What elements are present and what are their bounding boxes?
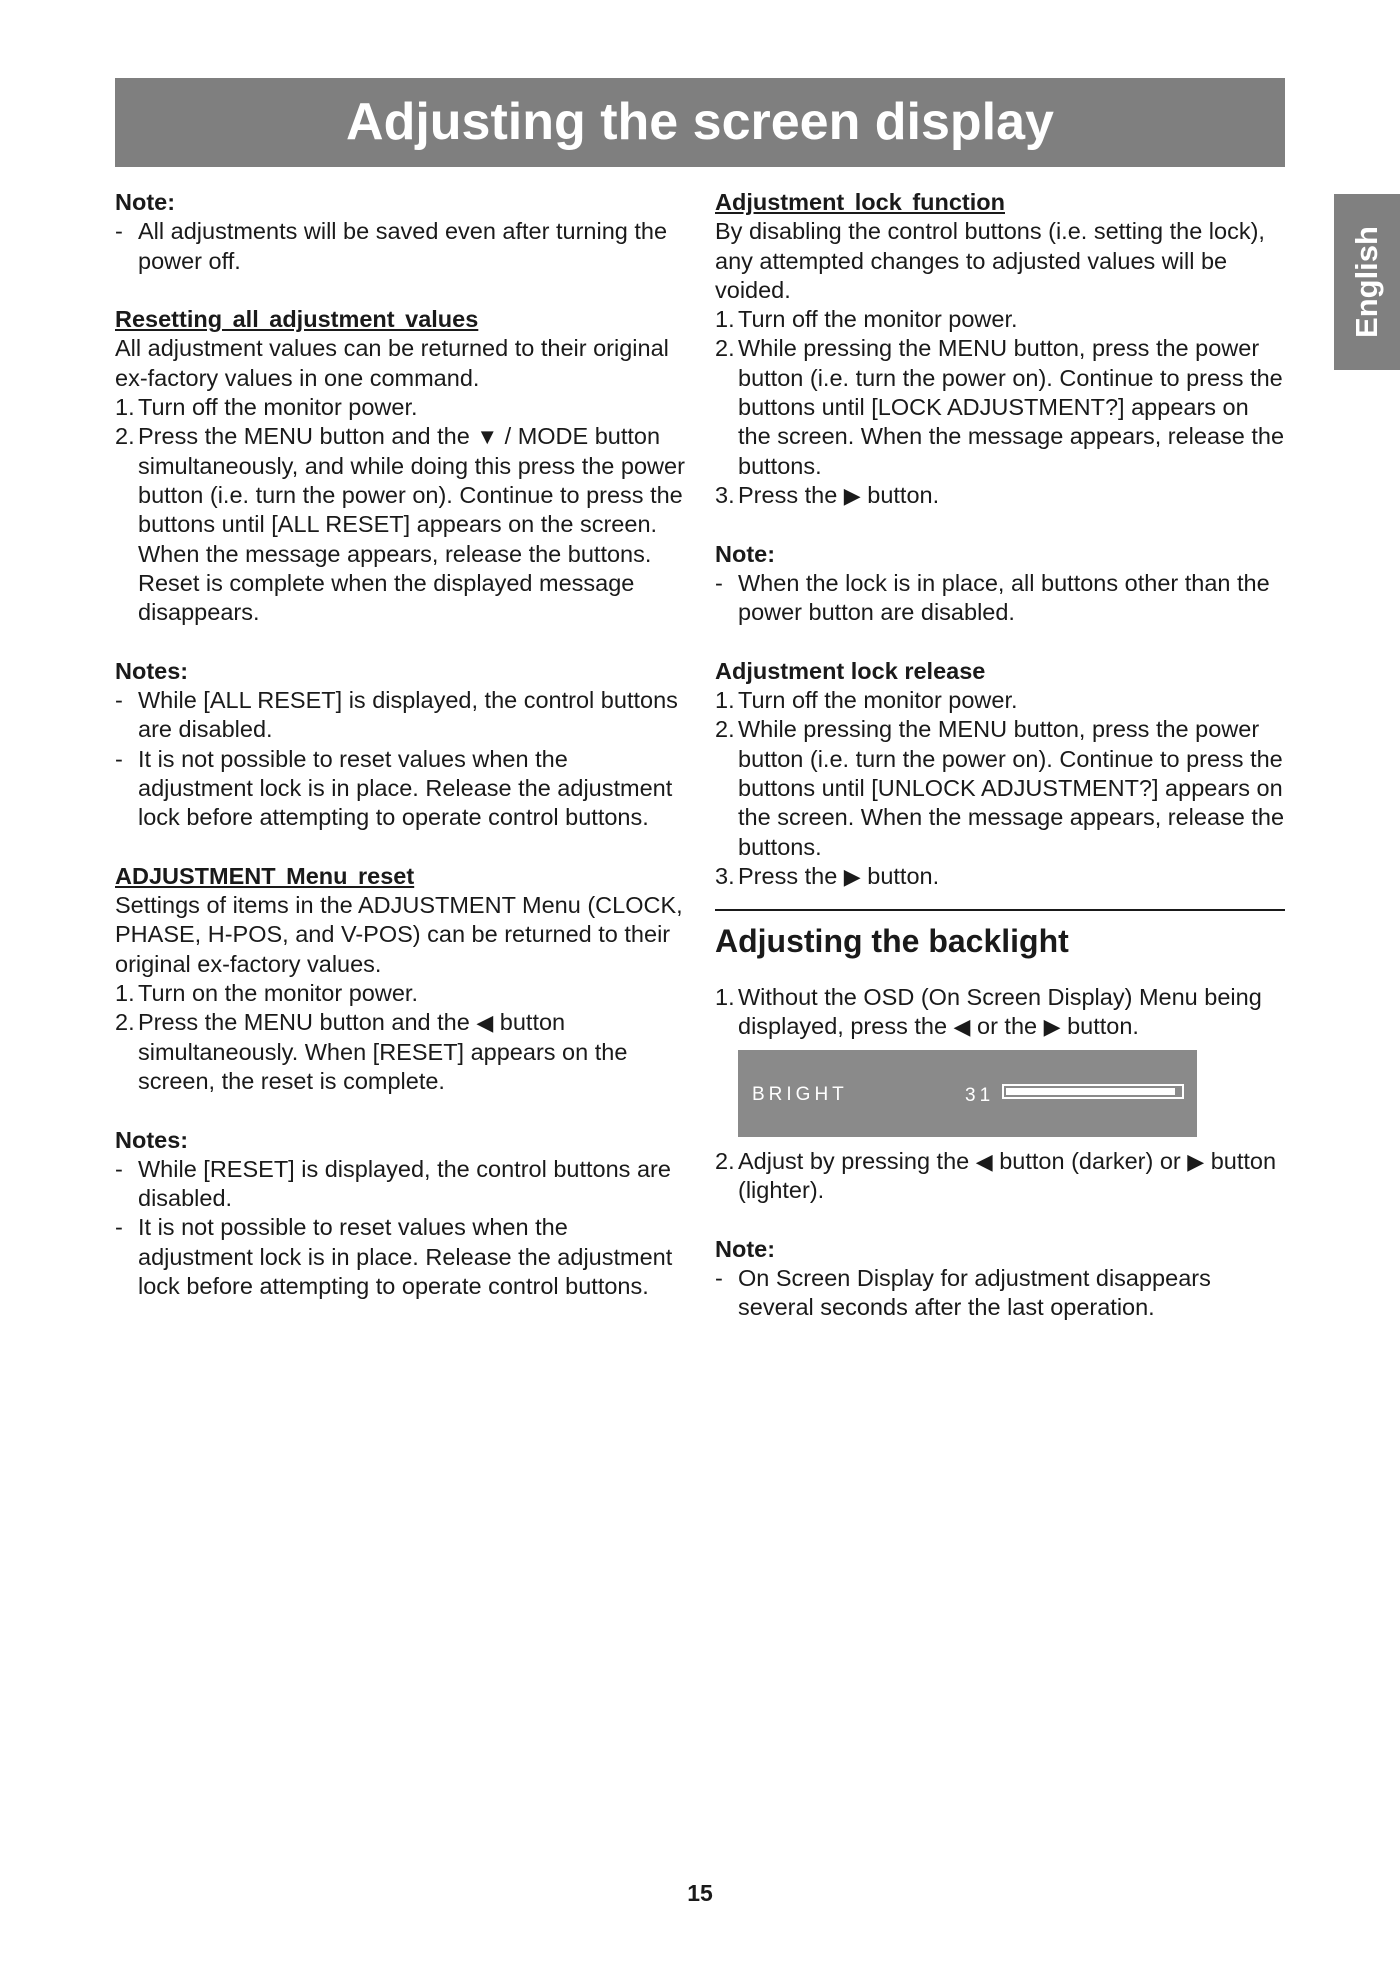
step-text: Press the xyxy=(738,481,844,508)
right-triangle-icon: ▶ xyxy=(843,863,861,889)
step-text: or the xyxy=(970,1013,1044,1040)
section-divider xyxy=(715,909,1285,911)
step-number: 2. xyxy=(115,423,135,450)
step-text: button. xyxy=(860,481,940,508)
step-number: 3. xyxy=(715,862,735,889)
step-number: 2. xyxy=(715,716,735,743)
step-text: Turn off the monitor power. xyxy=(138,394,418,421)
step-text: / MODE button simultaneously, and while doing this press the power button (i.e. turn the power on). Continue to press the buttons until [ALL RESET] appears on the screen. When the message appears, release the buttons. xyxy=(138,423,685,567)
step-number: 1. xyxy=(115,980,135,1007)
step-text: Turn off the monitor power. xyxy=(738,687,1018,714)
brightness-level-fill xyxy=(1006,1088,1175,1095)
release-step-1 xyxy=(715,686,1285,715)
step-text: button simultaneously. When [RESET] appears on the screen, the reset is complete. xyxy=(138,1009,628,1094)
left-triangle-icon: ◀ xyxy=(975,1148,993,1174)
step-text: button. xyxy=(860,862,940,889)
notes-heading: Notes: xyxy=(115,657,189,684)
step-number: 1. xyxy=(715,687,735,714)
note-text: It is not possible to reset values when the adjustment lock is in place. Release the adjustment lock before attempting to operate control buttons. xyxy=(138,1214,673,1299)
note-text: When the lock is in place, all buttons other than the power button are disabled. xyxy=(738,569,1270,626)
note-item xyxy=(115,1213,685,1301)
step-number: 1. xyxy=(715,306,735,333)
step-text: Press the MENU button and the xyxy=(138,1009,477,1036)
note-heading: Note: xyxy=(115,189,176,215)
reset-all-intro: All adjustment values can be returned to their original ex-factory values in one command. xyxy=(115,335,669,391)
step-text: Turn off the monitor power. xyxy=(738,306,1018,333)
right-triangle-icon: ▶ xyxy=(1043,1014,1061,1040)
bullet-marker: - xyxy=(115,1155,123,1182)
bullet-marker: - xyxy=(715,1264,723,1291)
step-text: Press the xyxy=(738,862,844,889)
note-item xyxy=(715,1264,1285,1323)
menu-reset-step-2 xyxy=(115,1008,685,1096)
note-item xyxy=(115,1155,685,1214)
left-triangle-icon: ◀ xyxy=(476,1010,494,1036)
note-heading: Note: xyxy=(715,540,776,567)
section-heading-lock-release: Adjustment lock release xyxy=(715,657,986,684)
note-item xyxy=(115,686,685,745)
lock-step-2 xyxy=(715,334,1285,480)
bullet-marker: - xyxy=(115,745,123,772)
backlight-step-1 xyxy=(715,983,1285,1042)
note-heading: Note: xyxy=(715,1235,776,1262)
release-step-3 xyxy=(715,862,1285,891)
step-number: 1. xyxy=(715,984,735,1011)
section-heading-menu-reset: ADJUSTMENT Menu reset xyxy=(115,862,415,889)
bullet-marker: - xyxy=(115,1214,123,1241)
menu-reset-step-1 xyxy=(115,979,685,1008)
step-text: Turn on the monitor power. xyxy=(138,980,418,1007)
bullet-marker: - xyxy=(715,569,723,596)
osd-brightness-display xyxy=(738,1050,1197,1137)
step-text: While pressing the MENU button, press the power button (i.e. turn the power on). Continue to press the buttons until [LOCK ADJUSTMENT?] appears on the screen. When the message appears, release the buttons. xyxy=(738,335,1285,479)
step-number: 2. xyxy=(715,1147,735,1174)
bullet-marker: - xyxy=(115,687,123,714)
notes-heading: Notes: xyxy=(115,1126,189,1153)
left-column xyxy=(115,188,685,1301)
step-text: Without the OSD (On Screen Display) Menu being displayed, press the xyxy=(738,984,1262,1040)
note-text: It is not possible to reset values when the adjustment lock is in place. Release the adjustment lock before attempting to operate control buttons. xyxy=(138,745,673,831)
step-text: Reset is complete when the displayed message disappears. xyxy=(138,569,635,626)
left-triangle-icon: ◀ xyxy=(953,1014,971,1040)
note-item xyxy=(115,745,685,833)
section-heading-backlight: Adjusting the backlight xyxy=(715,923,1069,960)
lock-intro: By disabling the control buttons (i.e. setting the lock), any attempted changes to adjusted values will be voided. xyxy=(715,218,1265,303)
osd-value: 31 xyxy=(965,1084,995,1106)
step-text: button. xyxy=(1060,1013,1139,1040)
menu-reset-intro: Settings of items in the ADJUSTMENT Menu (CLOCK, PHASE, H-POS, and V-POS) can be returned to their original ex-factory values. xyxy=(115,892,683,977)
step-number: 3. xyxy=(715,481,735,508)
right-column xyxy=(715,188,1285,1323)
brightness-level-bar xyxy=(1002,1084,1184,1099)
step-text: While pressing the MENU button, press the power button (i.e. turn the power on). Continue to press the buttons until [UNLOCK ADJUSTMENT?] appears on the screen. When the message appears, release the buttons. xyxy=(738,716,1285,860)
step-text: button (darker) or xyxy=(992,1147,1188,1174)
lock-step-3 xyxy=(715,481,1285,510)
right-triangle-icon: ▶ xyxy=(1187,1148,1205,1174)
note-text: While [RESET] is displayed, the control buttons are disabled. xyxy=(138,1155,671,1212)
section-heading-lock: Adjustment lock function xyxy=(715,189,1005,215)
bullet-marker: - xyxy=(115,218,123,245)
down-triangle-icon: ▼ xyxy=(476,424,499,450)
right-triangle-icon: ▶ xyxy=(843,482,861,508)
note-text: On Screen Display for adjustment disappears several seconds after the last operation. xyxy=(738,1264,1211,1321)
step-text: Adjust by pressing the xyxy=(738,1147,976,1174)
language-tab xyxy=(1334,194,1400,370)
note-item xyxy=(715,569,1285,628)
page-title: Adjusting the screen display xyxy=(115,78,1285,167)
section-heading-reset-all: Resetting all adjustment values xyxy=(115,306,479,333)
step-text: button (lighter). xyxy=(738,1147,1277,1204)
step-number: 1. xyxy=(115,394,135,421)
step-number: 2. xyxy=(715,335,735,362)
lock-step-1 xyxy=(715,305,1285,334)
note-text: While [ALL RESET] is displayed, the control buttons are disabled. xyxy=(138,687,678,743)
language-tab-label: English xyxy=(1349,226,1384,338)
page-number: 15 xyxy=(687,1880,713,1906)
step-number: 2. xyxy=(115,1009,135,1036)
step-text: Press the MENU button and the xyxy=(138,423,477,450)
release-step-2 xyxy=(715,715,1285,861)
backlight-step-2 xyxy=(715,1147,1285,1206)
osd-label: BRIGHT xyxy=(752,1083,848,1105)
note-item xyxy=(115,217,685,276)
note-text: All adjustments will be saved even after turning the power off. xyxy=(138,218,668,274)
reset-all-step-2 xyxy=(115,422,685,627)
reset-all-step-1 xyxy=(115,393,685,422)
